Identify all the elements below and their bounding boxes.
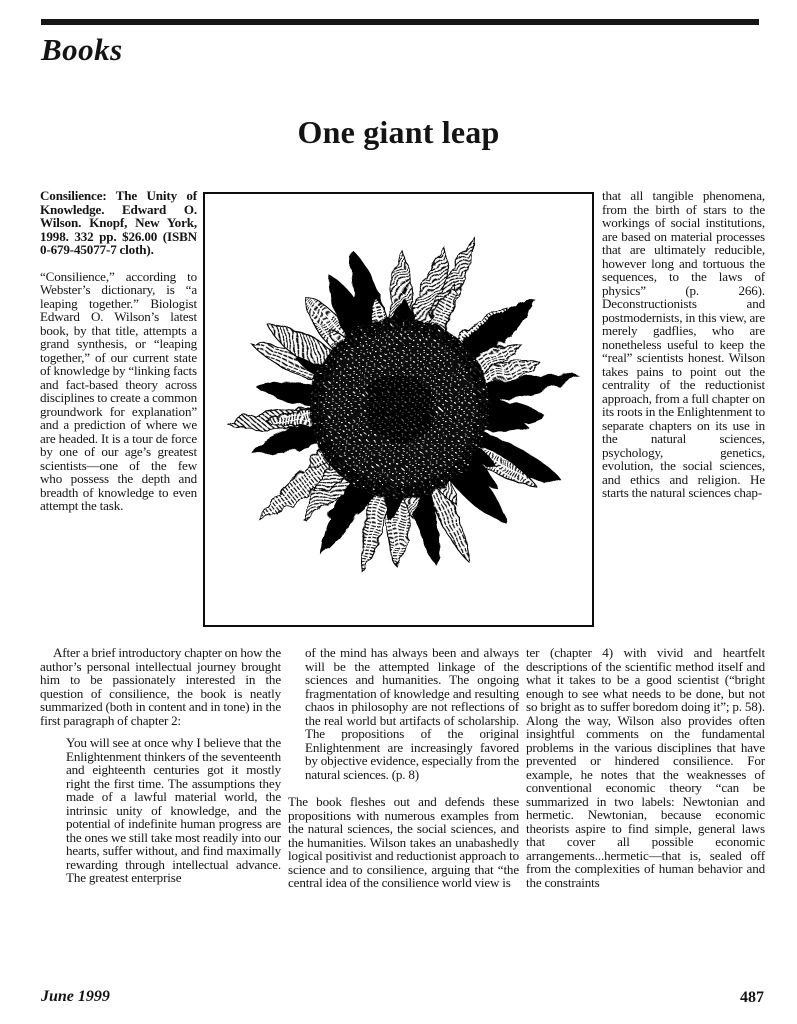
figure-frame: [203, 192, 594, 627]
column-left-upper: [40, 189, 197, 513]
review-paragraph-quote-physics: that all tangible phenomena, from the birth of stars to the workings of social institutions, are based on material processes that are ultimately reducible, however long and tortuous the sequences, to the laws of physics” (p. 266). Deconstructionists and postmodernists, in this view, are merely gadflies, who are nonetheless useful to keep the “real” scientists honest. Wilson takes pains to point out the centrality of the reductionist approach, from a full chapter on its roots in the Enlightenment to separate chapters on its use in the natural sciences, psychology, genetics, evolution, the social sciences, and ethics and religion. He starts the natural sciences chap-: [602, 188, 765, 500]
column-right-upper: [602, 189, 765, 500]
block-quote-part-1: You will see at once why I believe that the Enlightenment thinkers of the seventeenth and eighteenth centuries got it mostly right the first time. The assumptions they made of a lawful material world, the intrinsic unity of knowledge, and the potential of indefinite human progress are the ones we still take most readily into our hearts, suffer without, and find maximally rewarding through intellectual advance. The greatest enterprise: [66, 735, 281, 885]
page-title: One giant leap: [297, 114, 500, 150]
column-left-lower: [40, 646, 281, 885]
sunflower-engraving-illustration: [206, 195, 591, 624]
review-paragraph-fleshes-out: The book fleshes out and defends these propositions with numerous examples from the natural sciences, the social sciences, and the humanities. Wilson takes an unabashedly logical positivist and reductionist approach to science and to consilience, arguing that “the central idea of the consilience world view is: [288, 794, 519, 890]
column-right-lower: [526, 646, 765, 889]
review-paragraph-chapter4: ter (chapter 4) with vivid and heartfelt descriptions of the scientific method itself and what it takes to be a good scientist (“bright enough to see what needs to be done, but not so bright as to suffer boredom doing it”; p. 58). Along the way, Wilson also provides often insightful comments on the fundamental problems in the various disciplines that have prevented or hindered consilience. For example, he notes that the weaknesses of conventional economic theory “can be summarized in two labels: Newtonian and hermetic. Newtonian, because economic theorists aspire to find simple, general laws that cover all possible economic arrangements...hermetic—that is, sealed off from the complexities of human behavior and the constraints: [526, 645, 765, 890]
review-paragraph-lead: “Consilience,” according to Webster’s dictionary, is “a leaping together.” Biologist Edward O. Wilson’s latest book, by that title, attempts a grand synthesis, or “leaping together,” of our current state of knowledge by “linking facts and fact-based theory across disciplines to create a common groundwork for explanation” and a prediction of where we are headed. It is a tour de force by one of our age’s greatest scientists—one of the few who possess the depth and breadth of knowledge to even attempt the task.: [40, 268, 197, 513]
block-quote-part-2: of the mind has always been and always will be the attempted linkage of the sciences and humanities. The ongoing fragmentation of knowledge and resulting chaos in philosophy are not reflections of the real world but artifacts of scholarship. The propositions of the original Enlightenment are increasingly favored by objective evidence, especially from the natural sciences. (p. 8): [305, 645, 519, 782]
book-citation: Consilience: The Unity of Knowledge. Edward O. Wilson. Knopf, New York, 1998. 332 pp. $26.00 (ISBN 0-679-45077-7 cloth).: [40, 188, 197, 257]
footer-page-number: 487: [740, 989, 764, 1006]
top-rule-divider: [41, 19, 759, 25]
column-middle-lower: [288, 646, 519, 890]
review-paragraph-summary: After a brief introductory chapter on how the author’s personal intellectual journey brought him to be passionately interested in the question of consilience, the book is neatly summarized (both in content and in tone) in the first paragraph of chapter 2:: [40, 645, 281, 728]
footer-issue-date: June 1999: [41, 988, 110, 1005]
section-label: Books: [41, 32, 123, 67]
